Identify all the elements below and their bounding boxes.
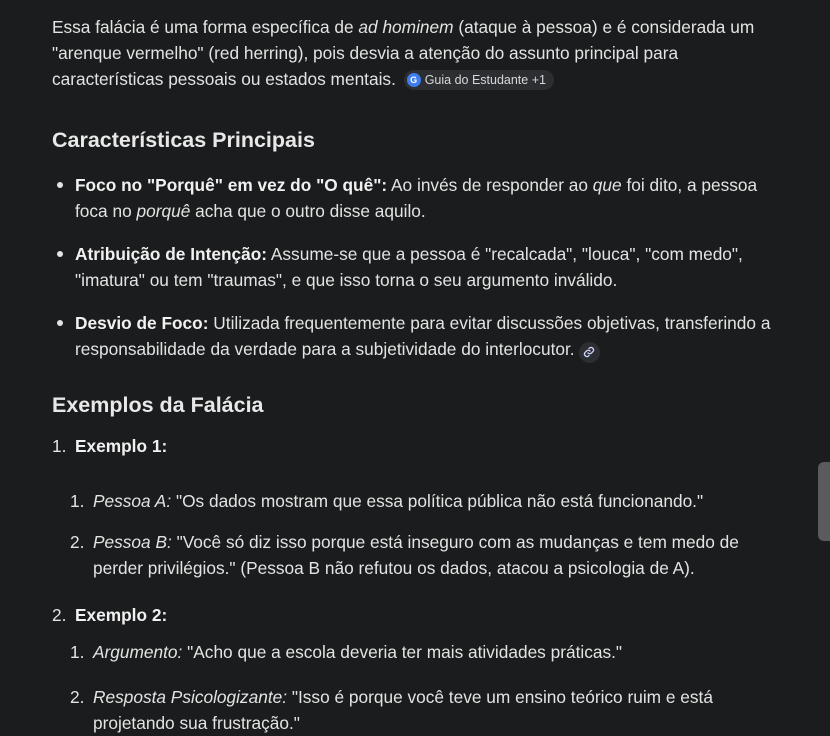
bullet-icon (57, 182, 63, 188)
list-item (52, 310, 772, 363)
list-item (52, 172, 772, 224)
source-logo-icon: G (407, 73, 421, 87)
intro-paragraph: Essa falácia é uma forma específica de ad hominem (ataque à pessoa) e é considerada um "arenque vermelho" (red herring), pois desvia a atenção do assunto principal para características pessoais ou estados mentais. G Guia do Estudante +1 (52, 17, 755, 89)
example-title: Exemplo 1: (75, 436, 168, 456)
bullet-icon (57, 320, 63, 326)
sub-item-number: 2. (70, 532, 85, 552)
example-title: Exemplo 2: (75, 605, 168, 625)
example-number: 2. (52, 605, 67, 625)
link-icon[interactable] (579, 342, 600, 363)
section-title-characteristics: Características Principais (52, 128, 315, 152)
bullet-text: Atribuição de Intenção: Assume-se que a pessoa é "recalcada", "louca", "com medo", "imatura" ou tem "traumas", e que isso torna o seu argumento inválido. (75, 244, 743, 290)
list-item (52, 241, 772, 293)
sub-item-text: Resposta Psicologizante: "Isso é porque você teve um ensino teórico ruim e está projetando sua frustração." (93, 687, 713, 733)
section-title-examples: Exemplos da Falácia (52, 393, 264, 417)
source-chip-label: Guia do Estudante +1 (424, 73, 546, 87)
example-number: 1. (52, 436, 67, 456)
intro-emphasis: ad hominem (358, 17, 454, 37)
sub-item-text: Pessoa B: "Você só diz isso porque está inseguro com as mudanças e tem medo de perder privilégios." (Pessoa B não refutou os dados, atacou a psicologia de A). (93, 532, 739, 578)
bullet-text: Desvio de Foco: Utilizada frequentemente para evitar discussões objetivas, transferindo a responsabilidade da verdade para a subjetividade do interlocutor. (75, 310, 772, 363)
sub-item-text: Argumento: "Acho que a escola deveria ter mais atividades práticas." (93, 642, 623, 662)
sub-item-number: 2. (70, 687, 85, 707)
bullet-text: Foco no "Porquê" em vez do "O quê": Ao invés de responder ao que foi dito, a pessoa foca no porquê acha que o outro disse aquilo. (75, 175, 758, 221)
sub-item-text: Pessoa A: "Os dados mostram que essa política pública não está funcionando." (93, 491, 704, 511)
sub-item-number: 1. (70, 642, 85, 662)
scrollbar-thumb[interactable] (818, 462, 830, 541)
bullet-icon (57, 251, 63, 257)
sub-item-number: 1. (70, 491, 85, 511)
source-chip[interactable] (404, 70, 554, 90)
